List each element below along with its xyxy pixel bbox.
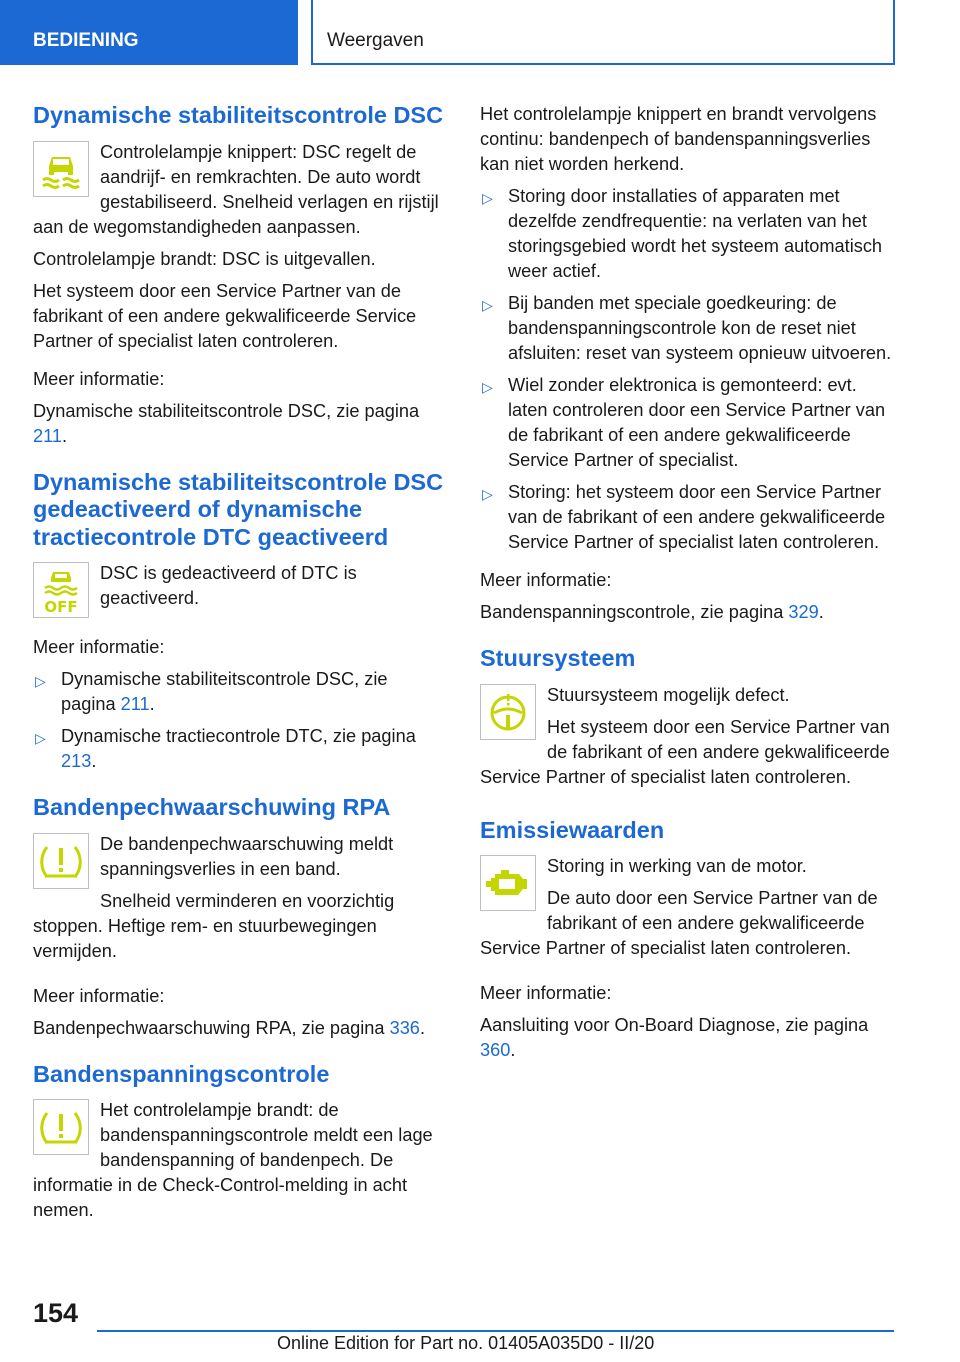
dsc-reference: Dynamische stabiliteitscontrole DSC, zie pagina 211.: [33, 400, 420, 446]
tpm-reference: Bandenspanningscontrole, zie pagina 329.: [480, 602, 824, 622]
steering-wheel-warning-icon: [480, 684, 536, 740]
dsc-off-references: [33, 667, 447, 774]
emission-more-label: Meer informatie:: [480, 983, 612, 1003]
off-icon-label: OFF: [44, 598, 78, 616]
dsc-off-page-link-2[interactable]: 213: [61, 751, 92, 771]
section-tpm-continued: [480, 102, 894, 625]
rpa-text-2: Snelheid verminderen en voorzichtig stoppen. Heftige rem- en stuurbewegingen vermijden.: [33, 890, 395, 961]
triangle-bullet-icon: ▷: [482, 297, 493, 313]
emission-reference: Aansluiting voor On-Board Diagnose, zie pagina 360.: [480, 1015, 869, 1060]
section-dsc: [33, 102, 447, 449]
steering-block: [480, 683, 894, 797]
emission-block: [480, 854, 894, 968]
dsc-more-label: Meer informatie:: [33, 368, 165, 389]
list-item: ▷ Dynamische tractiecontrole DTC, zie pagina 213.: [35, 726, 416, 771]
dsc-off-text-1: DSC is gedeactiveerd of DTC is geactiveerd.: [100, 563, 357, 608]
triangle-bullet-icon: ▷: [35, 673, 46, 689]
tpm-page-link[interactable]: 329: [788, 602, 819, 622]
rpa-page-link[interactable]: 336: [389, 1017, 420, 1038]
list-item: ▷ Bij banden met speciale goedkeuring: de bandenspanningscontrole kon de reset niet afsluiten: reset van systeem opnieuw uitvoeren.: [482, 293, 892, 363]
heading-tpm: Bandenspanningscontrole: [33, 1060, 330, 1087]
dsc-warning-icon: [33, 141, 89, 197]
heading-rpa: Bandenpechwaarschuwing RPA: [33, 794, 391, 820]
chapter-tab: Weergaven: [311, 0, 895, 65]
emission-text-1: Storing in werking van de motor.: [547, 856, 807, 876]
triangle-bullet-icon: ▷: [482, 379, 493, 395]
page-number: 154: [33, 1298, 79, 1328]
list-item: ▷ Dynamische stabiliteitscontrole DSC, zie pagina 211.: [35, 669, 388, 714]
dsc-text-2: Controlelampje brandt: DSC is uitgevallen.: [33, 248, 376, 269]
section-dsc-off: [33, 469, 447, 775]
section-tab: BEDIENING: [0, 0, 298, 65]
dsc-block: [33, 140, 447, 247]
list-item: ▷ Storing: het systeem door een Service Partner van de fabrikant of een andere gekwalificeerde Service Partner of specialist laten controleren.: [482, 482, 886, 552]
dsc-off-block: [33, 561, 447, 622]
section-steering: [480, 645, 894, 797]
heading-emission: Emissiewaarden: [480, 816, 665, 843]
tpm-more-label: Meer informatie:: [480, 570, 612, 590]
section-rpa: [33, 794, 447, 1041]
dsc-off-more-label: Meer informatie:: [33, 637, 165, 657]
rpa-reference: Bandenpechwaarschuwing RPA, zie pagina 336.: [33, 1017, 425, 1038]
emission-text-2: De auto door een Service Partner van de fabrikant of een andere gekwalificeerde Service Partner of specialist laten controleren.: [480, 888, 878, 958]
rpa-block: [33, 832, 447, 971]
list-item: ▷ Storing door installaties of apparaten met dezelfde zendfrequentie: na verlaten van het storingsgebied wordt het systeem automatisch weer actief.: [482, 186, 883, 281]
tpm-block: [33, 1098, 447, 1230]
edition-info: Online Edition for Part no. 01405A035D0 - II/20: [277, 1333, 655, 1353]
triangle-bullet-icon: ▷: [482, 190, 493, 206]
tire-pressure-warning-icon: [33, 1099, 89, 1155]
triangle-bullet-icon: ▷: [482, 486, 493, 502]
section-tpm: [33, 1061, 447, 1231]
heading-steering: Stuursysteem: [480, 645, 636, 671]
tpm-text-2: Het controlelampje knippert en brandt vervolgens continu: bandenpech of bandenspanningsverlies kan niet worden herkend.: [480, 104, 877, 174]
heading-dsc-off: Dynamische stabiliteitscontrole DSC gedeactiveerd of dynamische tractiecontrole DTC geactiveerd: [33, 468, 444, 550]
section-emission: [480, 817, 894, 1064]
tpm-fault-list: [480, 184, 894, 555]
dsc-page-link[interactable]: 211: [33, 425, 62, 446]
tire-pressure-warning-icon: [33, 833, 89, 889]
dsc-off-page-link-1[interactable]: 211: [120, 694, 150, 714]
dsc-off-icon: [33, 562, 89, 618]
left-column: [33, 102, 447, 1230]
right-column: [480, 102, 894, 1070]
footer-divider: [97, 1330, 894, 1332]
rpa-text-1: De bandenpechwaarschuwing meldt spanningsverlies in een band.: [100, 833, 394, 879]
list-item: ▷ Wiel zonder elektronica is gemonteerd: evt. laten controleren door een Service Partner van de fabrikant of een andere gekwalificeerde Service Partner of specialist.: [482, 375, 886, 470]
dsc-text-3: Het systeem door een Service Partner van de fabrikant of een andere gekwalificeerde Service Partner of specialist laten controleren.: [33, 280, 417, 351]
rpa-more-label: Meer informatie:: [33, 985, 165, 1006]
engine-check-icon: [480, 855, 536, 911]
emission-page-link[interactable]: 360: [480, 1040, 511, 1060]
dsc-text-1: Controlelampje knippert: DSC regelt de aandrijf- en remkrachten. De auto wordt gestabiliseerd. Snelheid verlagen en rijstijl aan de wegomstandigheden aanpassen.: [33, 141, 439, 237]
triangle-bullet-icon: ▷: [35, 730, 46, 746]
tpm-text-1: Het controlelampje brandt: de bandenspanningscontrole meldt een lage bandenspanning of bandenpech. De informatie in de Check-Control-melding in acht nemen.: [33, 1100, 433, 1220]
steering-text-1: Stuursysteem mogelijk defect.: [547, 684, 790, 705]
heading-dsc: Dynamische stabiliteitscontrole DSC: [33, 102, 444, 128]
steering-text-2: Het systeem door een Service Partner van de fabrikant of een andere gekwalificeerde Service Partner of specialist laten controleren.: [480, 716, 890, 787]
